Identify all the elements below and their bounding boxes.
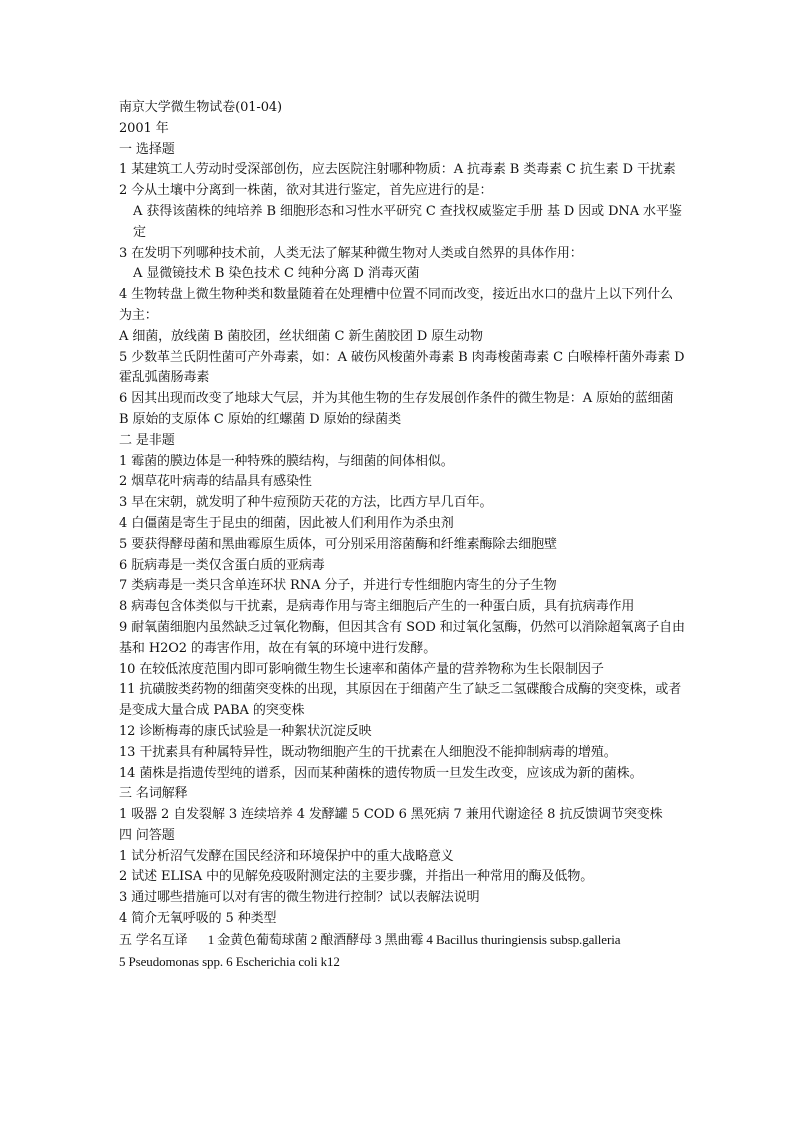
- list-item: 1 霉菌的膜边体是一种特殊的膜结构，与细菌的间体相似。: [119, 453, 454, 469]
- question-4-options: A 细菌，放线菌 B 菌胶团，丝状细菌 C 新生菌胶团 D 原生动物: [119, 328, 483, 344]
- list-item: 3 早在宋朝，就发明了种牛痘预防天花的方法，比西方早几百年。: [119, 495, 493, 511]
- document-body: [119, 98, 685, 972]
- list-item: 8 病毒包含体类似与干扰素，是病毒作用与寄主细胞后产生的一种蛋白质，具有抗病毒作用: [119, 599, 635, 615]
- question-3-options: A 显微镜技术 B 染色技术 C 纯种分离 D 消毒灭菌: [133, 266, 420, 282]
- exam-year: 2001 年: [119, 120, 169, 136]
- list-item: 2 烟草花叶病毒的结晶具有感染性: [119, 474, 312, 490]
- question-6: 6 因其出现而改变了地球大气层，并为其他生物的生存发展创作条件的微生物是：A 原始的蓝细菌 B 原始的支原体 C 原始的红螺菌 D 原始的绿菌类: [119, 391, 674, 427]
- question-2: 2 今从土壤中分离到一株菌，欲对其进行鉴定，首先应进行的是：: [119, 183, 493, 199]
- question-3: 3 在发明下列哪种技术前，人类无法了解某种微生物对人类或自然界的具体作用：: [119, 245, 583, 261]
- section-heading-qa: 四 问答题: [119, 827, 175, 843]
- list-item: 13 干扰素具有种属特异性，既动物细胞产生的干扰素在人细胞没不能抑制病毒的增殖。: [119, 744, 617, 760]
- section-heading-terms: 三 名词解释: [119, 786, 188, 802]
- list-item: 3 通过哪些措施可以对有害的微生物进行控制？试以表解法说明: [119, 890, 480, 906]
- translation-items: 1 金黄色葡萄球菌 2 酿酒酵母 3 黑曲霉 4 Bacillus thuringiensis subsp.galleria: [207, 931, 621, 947]
- section-heading-choice: 一 选择题: [119, 141, 175, 157]
- list-item: 9 耐氧菌细胞内虽然缺乏过氧化物酶，但因其含有 SOD 和过氧化氢酶，仍然可以消除超氧离子自由基和 H2O2 的毒害作用，故在有氧的环境中进行发酵。: [119, 619, 685, 656]
- terms-list: 1 吸器 2 自发裂解 3 连续培养 4 发酵罐 5 COD 6 黑死病 7 兼用代谢途径 8 抗反馈调节突变株: [119, 807, 663, 823]
- question-1: 1 某建筑工人劳动时受深部创伤，应去医院注射哪种物质：A 抗毒素 B 类毒素 C 抗生素 D 干扰素: [119, 162, 676, 178]
- list-item: 2 试述 ELISA 中的见解免疫吸附测定法的主要步骤，并指出一种常用的酶及低物。: [119, 869, 594, 885]
- translation-section: [119, 930, 685, 952]
- list-item: 7 类病毒是一类只含单连环状 RNA 分子，并进行专性细胞内寄生的分子生物: [119, 578, 557, 594]
- list-item: 5 要获得酵母菌和黑曲霉原生质体，可分别采用溶菌酶和纤维素酶除去细胞壁: [119, 536, 557, 552]
- question-4: 4 生物转盘上微生物种类和数量随着在处理槽中位置不同而改变，接近出水口的盘片上以下列什么为主：: [119, 287, 674, 323]
- list-item: 10 在较低浓度范围内即可影响微生物生长速率和菌体产量的营养物称为生长限制因子: [119, 661, 604, 677]
- list-item: 6 朊病毒是一类仅含蛋白质的亚病毒: [119, 557, 325, 573]
- section-heading-translation: 五 学名互译: [119, 932, 188, 948]
- translation-items-2: 5 Pseudomonas spp. 6 Escherichia coli k12: [119, 953, 340, 969]
- document-title: 南京大学微生物试卷(01-04): [119, 100, 283, 115]
- list-item: 12 诊断梅毒的康氏试验是一种絮状沉淀反映: [119, 723, 372, 739]
- list-item: 4 白僵菌是寄生于昆虫的细菌，因此被人们利用作为杀虫剂: [119, 515, 454, 531]
- question-5: 5 少数革兰氏阴性菌可产外毒素，如：A 破伤风梭菌外毒素 B 肉毒梭菌毒素 C 白喉棒杆菌外毒素 D 霍乱弧菌肠毒素: [119, 349, 685, 386]
- list-item: 11 抗磺胺类药物的细菌突变株的出现，其原因在于细菌产生了缺乏二氢碟酸合成酶的突变株，或者是变成大量合成 PABA 的突变株: [119, 682, 682, 719]
- list-item: 14 菌株是指遗传型纯的谱系，因而某种菌株的遗传物质一旦发生改变，应该成为新的菌株。: [119, 765, 643, 781]
- question-2-options: A 获得该菌株的纯培养 B 细胞形态和习性水平研究 C 查找权威鉴定手册 基 D 因或 DNA 水平鉴定: [133, 203, 682, 240]
- list-item: 4 简介无氧呼吸的 5 种类型: [119, 911, 277, 927]
- list-item: 1 试分析沼气发酵在国民经济和环境保护中的重大战略意义: [119, 848, 454, 864]
- section-heading-true-false: 二 是非题: [119, 432, 175, 448]
